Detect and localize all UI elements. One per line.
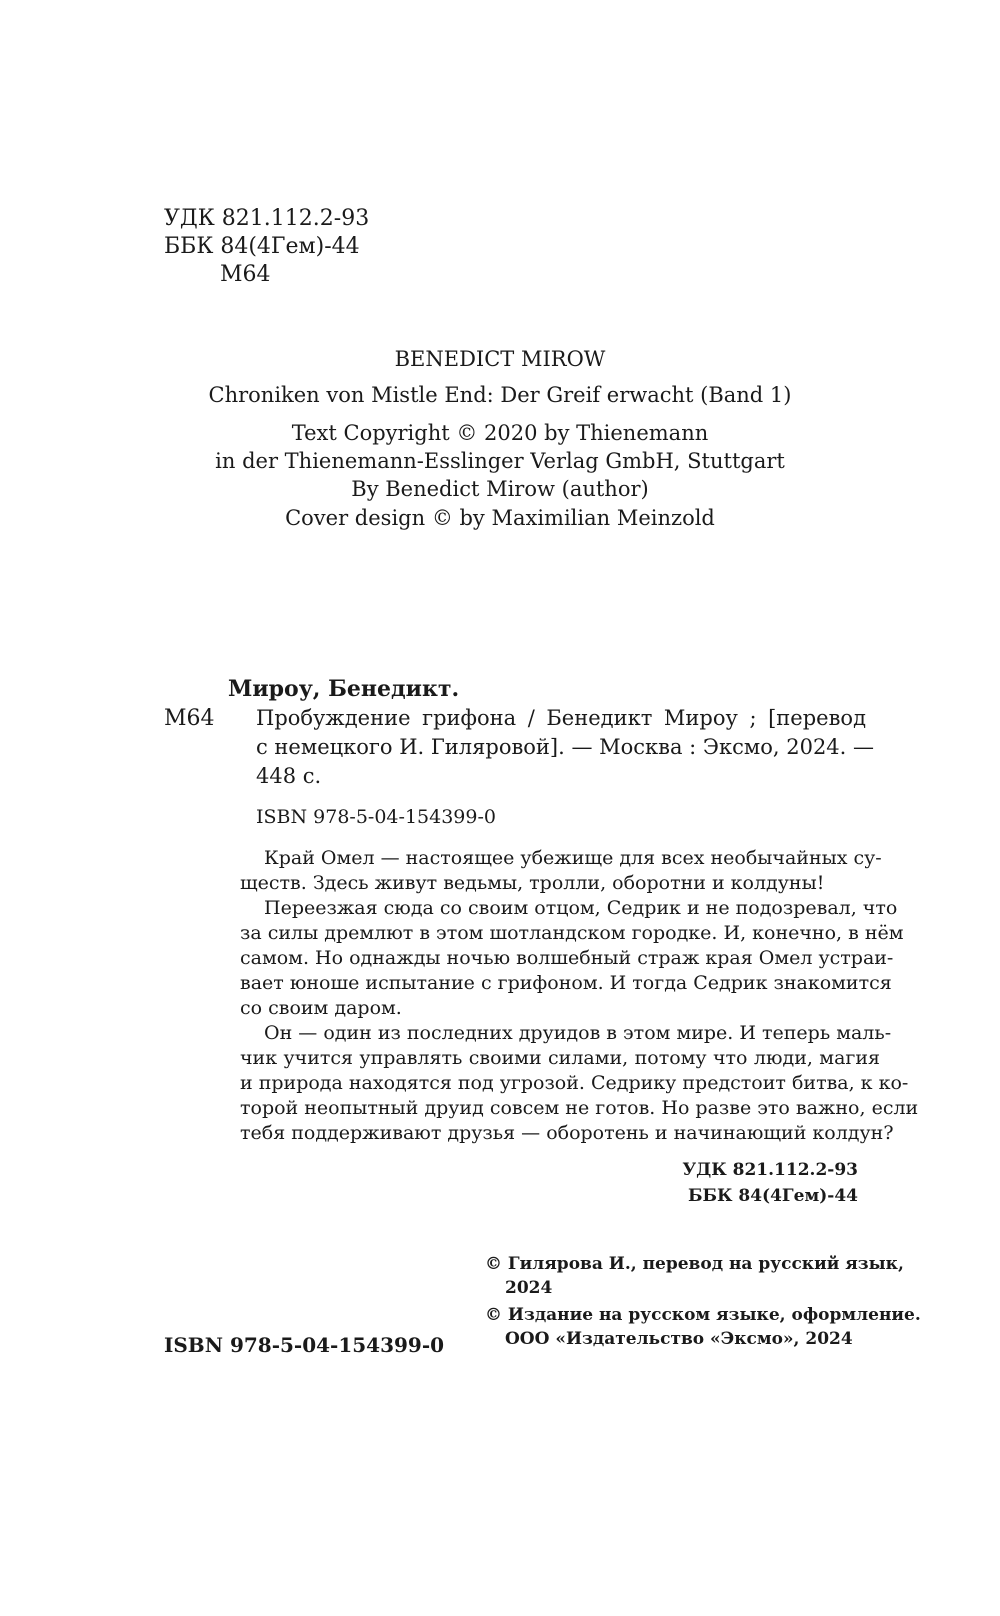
- copyright-line-1: Text Copyright © 2020 by Thienemann: [291, 421, 709, 445]
- record-mark: М64: [164, 706, 215, 731]
- copyright-edition-line-1: © Издание на русском языке, оформление.: [485, 1305, 921, 1325]
- author-mark: М64: [220, 262, 271, 287]
- annotation-p3-line-5: тебя поддерживают друзья — оборотень и начинающий колдун?: [240, 1122, 894, 1144]
- udk-code: УДК 821.112.2-93: [164, 206, 370, 231]
- annotation-p2-line-3: самом. Но однажды ночью волшебный страж края Омел устраи-: [240, 947, 894, 969]
- copyright-line-3: By Benedict Mirow (author): [351, 477, 649, 501]
- bbk-code: ББК 84(4Гем)-44: [164, 234, 360, 259]
- record-description-line-3: 448 с.: [256, 764, 322, 788]
- bottom-bbk-code: ББК 84(4Гем)-44: [687, 1186, 858, 1206]
- record-description-line-2: с немецкого И. Гиляровой]. — Москва : Эксмо, 2024. —: [256, 735, 875, 759]
- copyright-line-2: in der Thienemann-Esslinger Verlag GmbH, Stuttgart: [215, 449, 785, 473]
- annotation-p3-line-4: торой неопытный друид совсем не готов. Но разве это важно, если: [240, 1097, 919, 1119]
- annotation: [240, 846, 919, 1146]
- copyright-translation-line-2: 2024: [505, 1278, 553, 1298]
- footer-isbn: ISBN 978-5-04-154399-0: [164, 1333, 445, 1357]
- annotation-p2-line-1: Переезжая сюда со своим отцом, Седрик и не подозревал, что: [264, 897, 898, 919]
- annotation-p1-line-2: ществ. Здесь живут ведьмы, тролли, оборотни и колдуны!: [240, 872, 825, 894]
- annotation-p2-line-2: за силы дремлют в этом шотландском городке. И, конечно, в нём: [240, 922, 904, 944]
- annotation-p3-line-3: и природа находятся под угрозой. Седрику предстоит битва, к ко-: [240, 1072, 909, 1094]
- annotation-p3-line-2: чик учится управлять своими силами, потому что люди, магия: [240, 1047, 880, 1069]
- annotation-p3-line-1: Он — один из последних друидов в этом мире. И теперь маль-: [264, 1022, 892, 1044]
- record-description-line-1: Пробуждение грифона / Бенедикт Мироу ; [перевод: [256, 706, 866, 730]
- annotation-p1-line-1: Край Омел — настоящее убежище для всех необычайных су-: [264, 847, 882, 869]
- annotation-p2-line-4: вает юноше испытание с грифоном. И тогда Седрик знакомится: [240, 972, 892, 994]
- copyright-edition-line-2: ООО «Издательство «Эксмо», 2024: [505, 1329, 853, 1349]
- copyright-line-4: Cover design © by Maximilian Meinzold: [285, 506, 715, 530]
- bottom-udk-code: УДК 821.112.2-93: [682, 1160, 858, 1180]
- copyright-translation-line-1: © Гилярова И., перевод на русский язык,: [485, 1254, 904, 1274]
- record-heading: Мироу, Бенедикт.: [228, 676, 460, 702]
- annotation-p2-line-5: со своим даром.: [240, 997, 402, 1019]
- original-title: Chroniken von Mistle End: Der Greif erwacht (Band 1): [208, 383, 792, 407]
- record-isbn: ISBN 978-5-04-154399-0: [256, 806, 496, 828]
- original-author: BENEDICT MIROW: [394, 347, 606, 371]
